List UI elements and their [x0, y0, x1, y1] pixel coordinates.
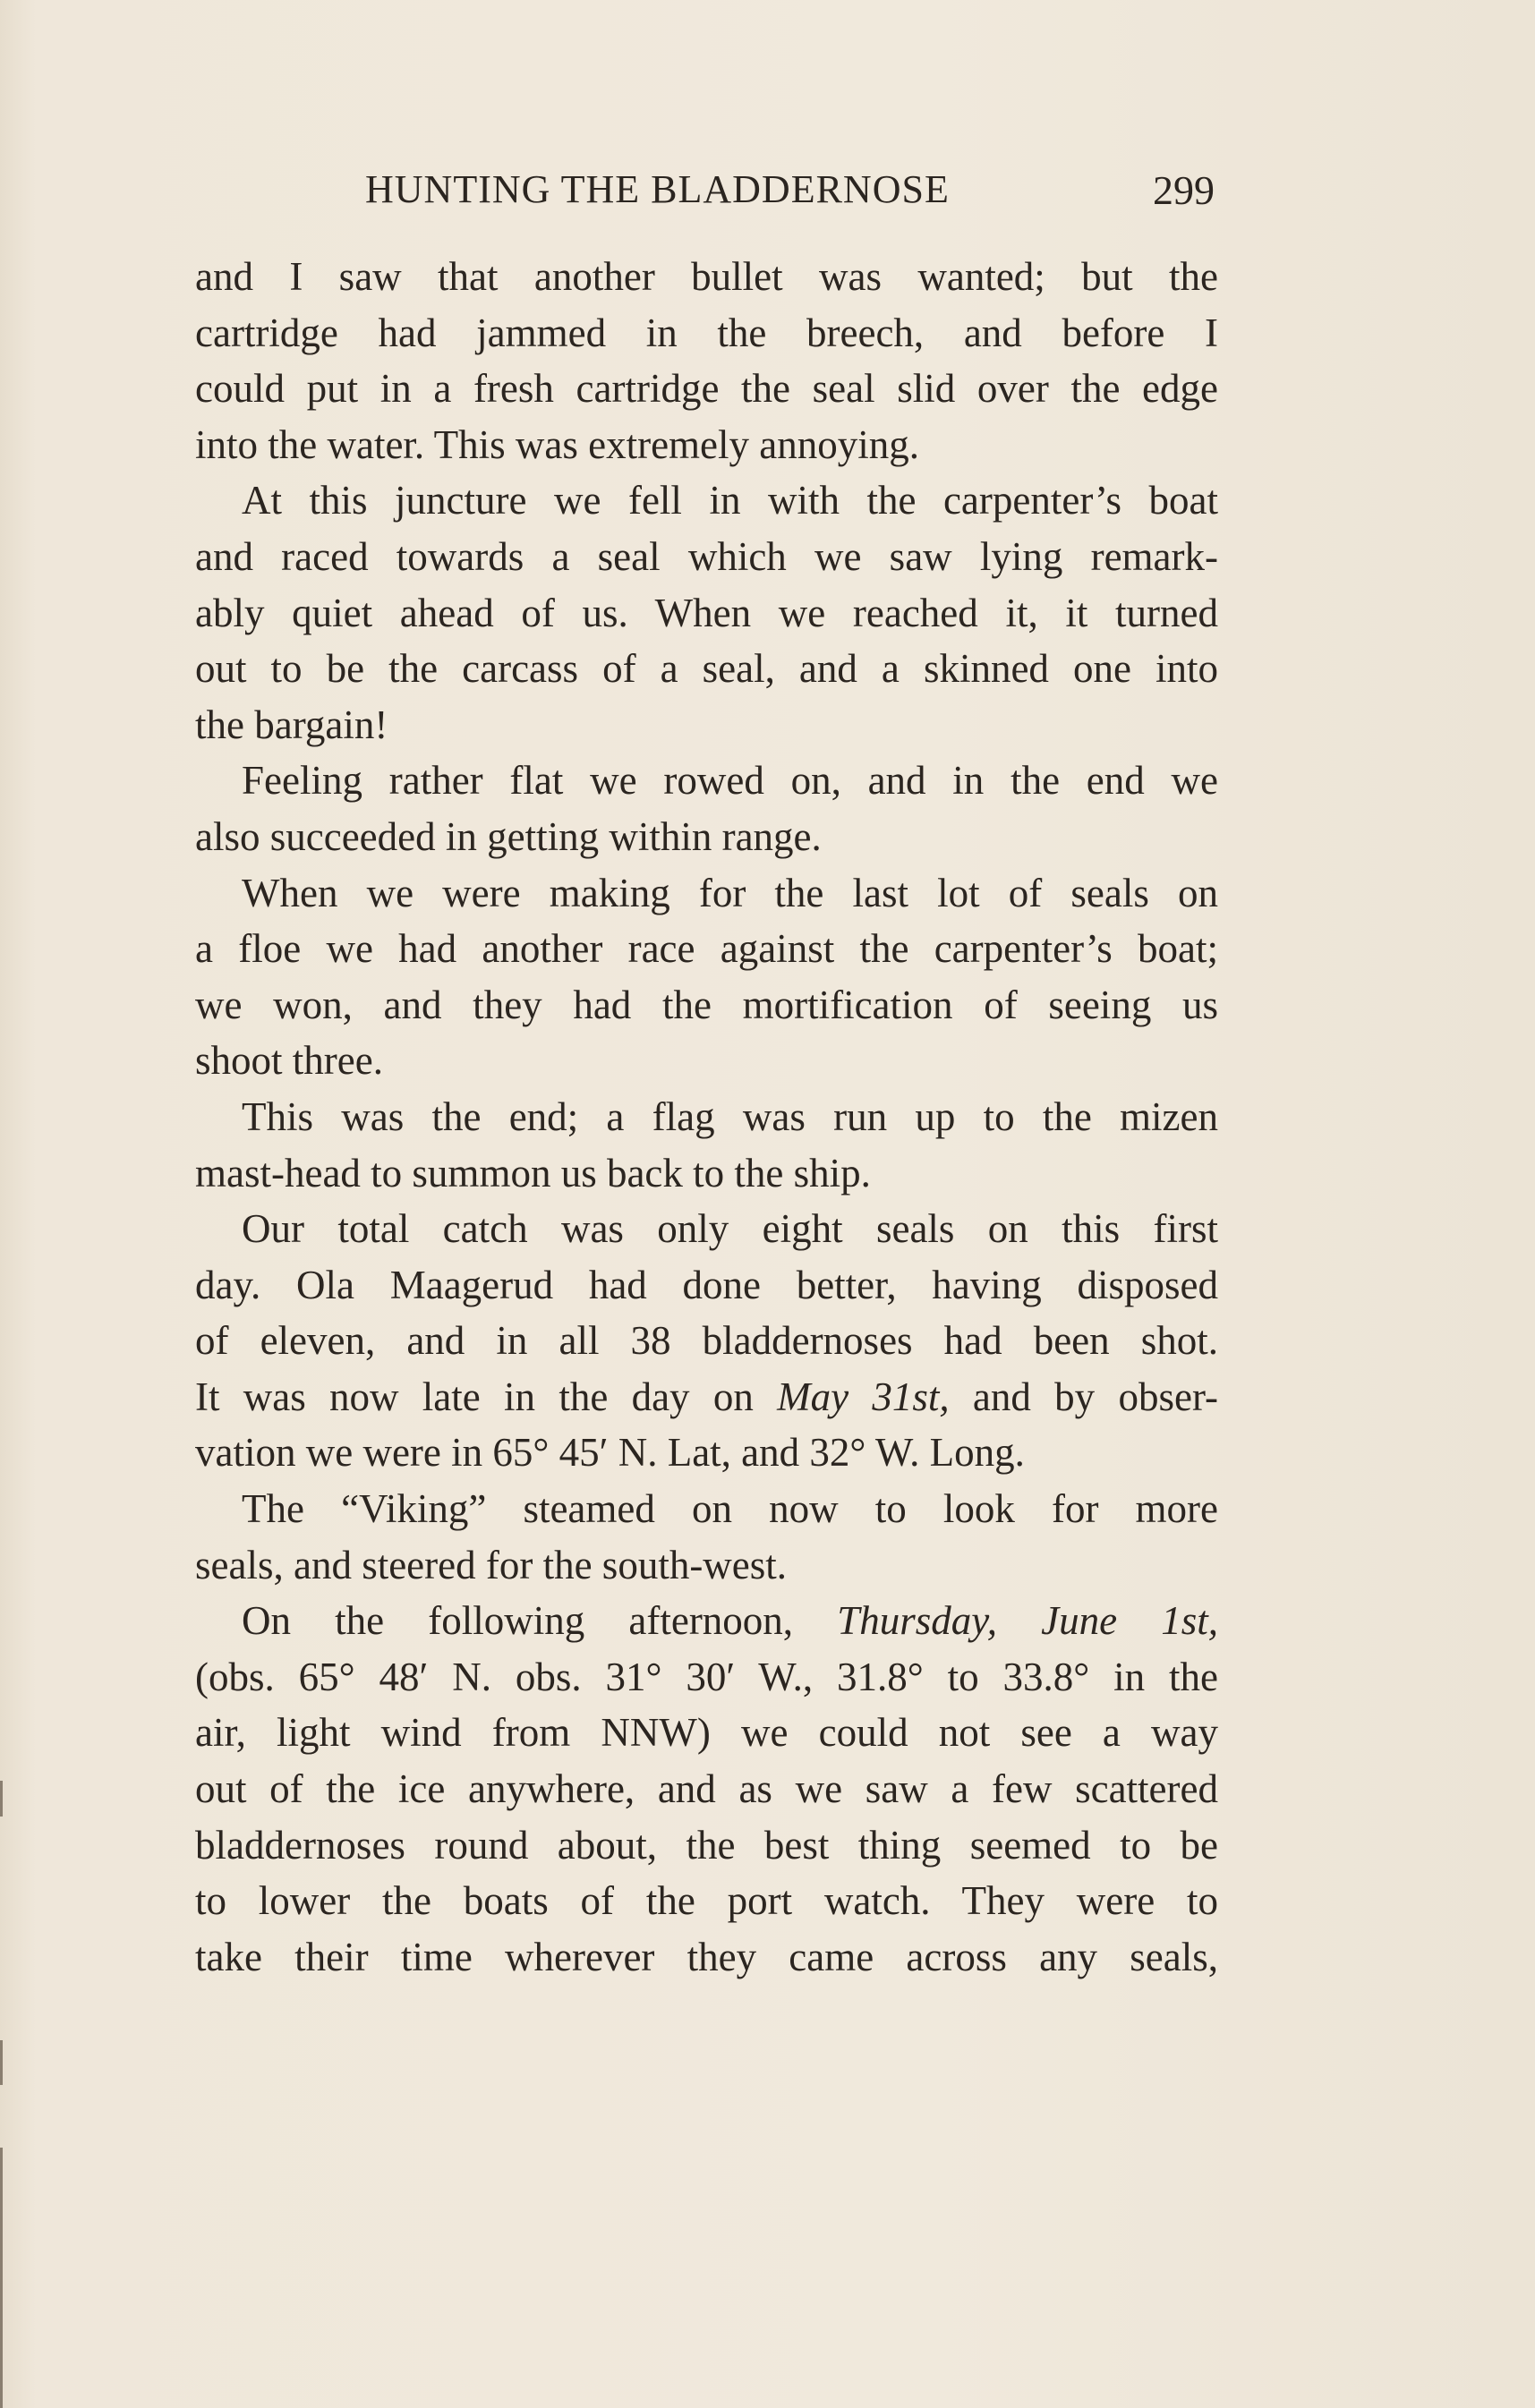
- running-head: HUNTING THE BLADDERNOSE: [365, 167, 950, 211]
- text-line: This was the end; a flag was run up to the mizen: [242, 1093, 1218, 1139]
- text-line: (obs. 65° 48′ N. obs. 31° 30′ W., 31.8° to 33.8° in the: [195, 1654, 1218, 1699]
- text-line: could put in a fresh cartridge the seal slid over the edge: [195, 366, 1218, 412]
- page-number: 299: [1153, 167, 1215, 213]
- text-line: It was now late in the day on May 31st, and by obser-: [195, 1374, 1219, 1419]
- text-line: ably quiet ahead of us. When we reached it, it turned: [195, 590, 1218, 635]
- text-line: of eleven, and in all 38 bladdernoses had been shot.: [195, 1318, 1218, 1364]
- text-line: out of the ice anywhere, and as we saw a few scattered: [195, 1766, 1218, 1812]
- text-line: The “Viking” steamed on now to look for more: [242, 1486, 1218, 1532]
- text-line: Our total catch was only eight seals on this first: [242, 1206, 1218, 1252]
- text-line: and I saw that another bullet was wanted; but the: [195, 254, 1218, 299]
- text-line: day. Ola Maagerud had done better, having disposed: [195, 1262, 1218, 1307]
- text-line: air, light wind from NNW) we could not see a way: [195, 1710, 1218, 1756]
- text-line: When we were making for the last lot of seals on: [242, 870, 1218, 915]
- text-line: shoot three.: [195, 1038, 383, 1084]
- text-line: out to be the carcass of a seal, and a skinned one into: [195, 646, 1218, 692]
- text-line: the bargain!: [195, 702, 388, 747]
- page-header: [195, 161, 1218, 224]
- text-line: into the water. This was extremely annoying.: [195, 421, 919, 467]
- text-line: and raced towards a seal which we saw lying remark-: [195, 533, 1218, 579]
- body-text: [195, 249, 1218, 1985]
- text-line: a floe we had another race against the carpenter’s boat;: [195, 926, 1218, 972]
- binding-shadow: [0, 2148, 3, 2408]
- text-line: cartridge had jammed in the breech, and before I: [195, 310, 1218, 355]
- text-line: On the following afternoon, Thursday, June 1st,: [242, 1598, 1218, 1644]
- text-line: take their time wherever they came across any seals,: [195, 1934, 1218, 1979]
- text-line: also succeeded in getting within range.: [195, 813, 822, 859]
- text-line: seals, and steered for the south-west.: [195, 1542, 788, 1587]
- text-line: bladdernoses round about, the best thing seemed to be: [195, 1822, 1218, 1868]
- text-line: we won, and they had the mortification of seeing us: [195, 982, 1218, 1027]
- text-line: vation we were in 65° 45′ N. Lat, and 32° W. Long.: [195, 1430, 1025, 1476]
- italic-phrase: Thursday, June 1st,: [837, 1598, 1218, 1644]
- text-line: At this juncture we fell in with the carpenter’s boat: [242, 478, 1218, 523]
- text-line: Feeling rather flat we rowed on, and in the end we: [242, 758, 1218, 804]
- text-line: to lower the boats of the port watch. They were to: [195, 1878, 1218, 1924]
- binding-shadow: [0, 1781, 3, 1817]
- italic-phrase: May 31st,: [777, 1374, 950, 1419]
- text-line: mast-head to summon us back to the ship.: [195, 1150, 871, 1195]
- binding-shadow: [0, 2040, 3, 2085]
